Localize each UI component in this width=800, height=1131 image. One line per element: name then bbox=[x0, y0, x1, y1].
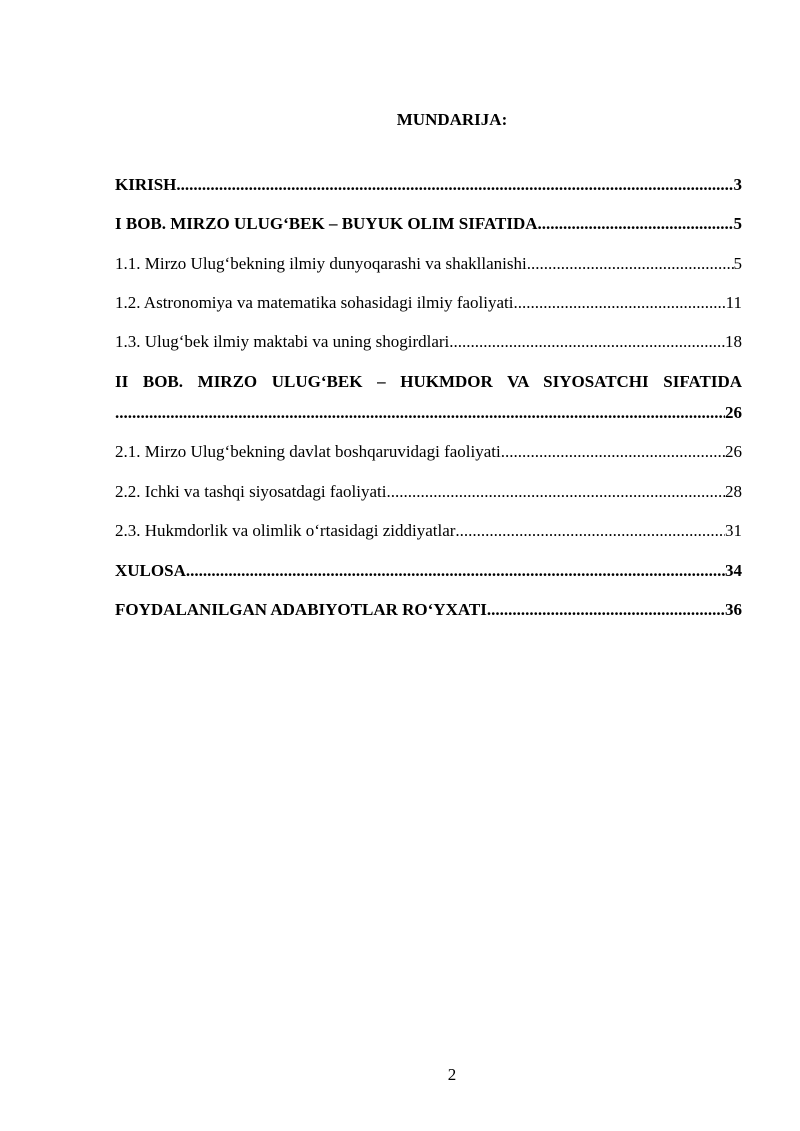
toc-entry-1-2[interactable] bbox=[115, 293, 742, 313]
toc-entry-page: 31 bbox=[725, 521, 742, 540]
toc-entry-label: 2.1. Mirzo Ulug‘bekning davlat boshqaruvidagi faoliyati bbox=[115, 442, 501, 461]
toc-entry-label: 1.1. Mirzo Ulug‘bekning ilmiy dunyoqarashi va shakllanishi bbox=[115, 254, 527, 273]
toc-entry-page: 11 bbox=[725, 293, 742, 312]
toc-entry-page: 18 bbox=[725, 332, 742, 351]
toc-entry-page: 36 bbox=[725, 600, 742, 619]
toc-entry-2-1[interactable] bbox=[115, 442, 742, 462]
toc-leader-dots bbox=[386, 482, 725, 502]
toc-entry-label: 2.3. Hukmdorlik va olimlik o‘rtasidagi ziddiyatlar bbox=[115, 521, 456, 540]
toc-entry-page: 5 bbox=[733, 254, 742, 273]
toc-entry-label: 1.3. Ulug‘bek ilmiy maktabi va uning shogirdlari bbox=[115, 332, 450, 351]
toc-entry-page: 26 bbox=[725, 403, 742, 422]
toc-entry-page: 26 bbox=[725, 442, 742, 461]
toc-entry-chapter-1[interactable] bbox=[115, 214, 742, 234]
toc-entry-label: XULOSA bbox=[115, 561, 186, 580]
toc-entry-1-3[interactable] bbox=[115, 332, 742, 352]
toc-entry-label: KIRISH bbox=[115, 175, 177, 194]
toc-entry-label: 2.2. Ichki va tashqi siyosatdagi faoliyati bbox=[115, 482, 387, 501]
toc-entry-chapter-2[interactable] bbox=[115, 403, 742, 423]
toc-entry-kirish[interactable] bbox=[115, 175, 742, 195]
toc-leader-dots bbox=[455, 521, 725, 541]
toc-leader-dots bbox=[538, 214, 734, 234]
toc-entry-label: 1.2. Astronomiya va matematika sohasidagi ilmiy faoliyati bbox=[115, 293, 514, 312]
toc-leader-dots bbox=[513, 293, 725, 313]
toc-entry-page: 28 bbox=[725, 482, 742, 501]
toc-leader-dots bbox=[186, 561, 725, 581]
page-title: MUNDARIJA: bbox=[396, 110, 508, 129]
toc-entry-xulosa[interactable] bbox=[115, 561, 742, 581]
page-number: 2 bbox=[447, 1065, 457, 1084]
toc-entry-page: 5 bbox=[733, 214, 742, 233]
toc-entry-2-2[interactable] bbox=[115, 482, 742, 502]
toc-leader-dots bbox=[527, 254, 734, 274]
toc-entry-chapter-2-label[interactable]: II BOB. MIRZO ULUG‘BEK – HUKMDOR VA SIYOSATCHI SIFATIDA bbox=[115, 372, 742, 391]
toc-leader-dots bbox=[176, 175, 733, 195]
toc-entry-page: 3 bbox=[733, 175, 742, 194]
toc-entry-1-1[interactable] bbox=[115, 254, 742, 274]
toc-entry-2-3[interactable] bbox=[115, 521, 742, 541]
toc-entry-page: 34 bbox=[725, 561, 742, 580]
toc-entry-label: I BOB. MIRZO ULUG‘BEK – BUYUK OLIM SIFATIDA bbox=[115, 214, 538, 233]
toc-entry-bibliography[interactable] bbox=[115, 600, 742, 620]
toc-leader-dots bbox=[487, 600, 725, 620]
toc-leader-dots bbox=[501, 442, 725, 462]
toc-entry-label: FOYDALANILGAN ADABIYOTLAR RO‘YXATI bbox=[115, 600, 487, 619]
toc-leader-dots bbox=[449, 332, 725, 352]
toc-leader-dots bbox=[115, 403, 725, 423]
